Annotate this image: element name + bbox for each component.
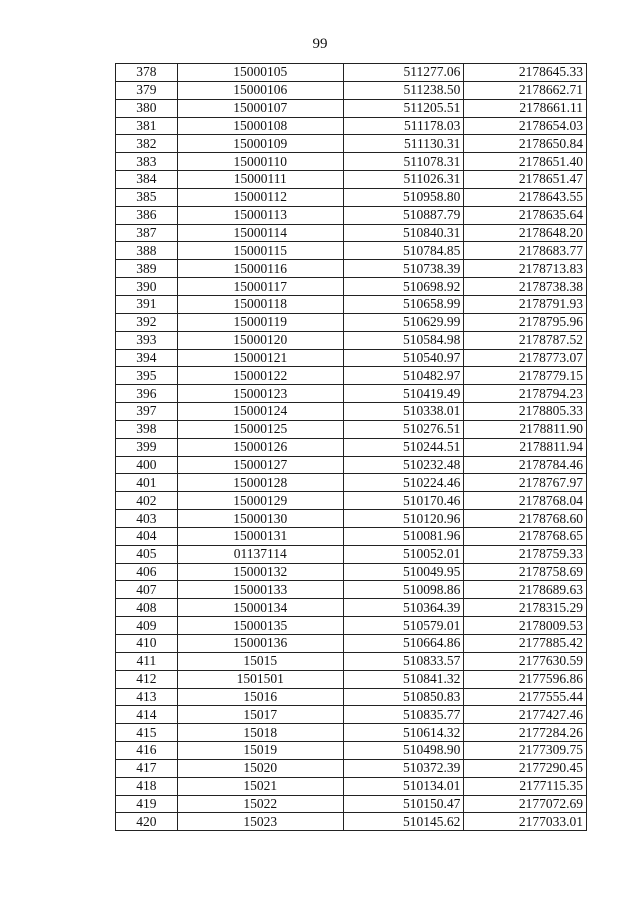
y-coordinate-cell: 2178315.29 [464,599,587,617]
x-coordinate-cell: 510224.46 [343,474,464,492]
x-coordinate-cell: 510698.92 [343,278,464,296]
table-row [116,188,587,206]
table-row [116,117,587,135]
point-id-cell: 15000126 [177,438,343,456]
table-row [116,224,587,242]
table-row [116,652,587,670]
row-number-cell: 379 [116,81,178,99]
x-coordinate-cell: 510850.83 [343,688,464,706]
x-coordinate-cell: 510145.62 [343,813,464,831]
x-coordinate-cell: 510276.51 [343,420,464,438]
row-number-cell: 378 [116,64,178,82]
x-coordinate-cell: 510372.39 [343,759,464,777]
table-row [116,135,587,153]
table-row [116,278,587,296]
x-coordinate-cell: 511130.31 [343,135,464,153]
y-coordinate-cell: 2177630.59 [464,652,587,670]
y-coordinate-cell: 2178643.55 [464,188,587,206]
x-coordinate-cell: 510120.96 [343,510,464,528]
point-id-cell: 15000120 [177,331,343,349]
x-coordinate-cell: 510052.01 [343,545,464,563]
row-number-cell: 393 [116,331,178,349]
point-id-cell: 15000123 [177,385,343,403]
point-id-cell: 15000130 [177,510,343,528]
point-id-cell: 15000124 [177,403,343,421]
table-row [116,313,587,331]
y-coordinate-cell: 2178795.96 [464,313,587,331]
x-coordinate-cell: 510498.90 [343,742,464,760]
row-number-cell: 386 [116,206,178,224]
row-number-cell: 385 [116,188,178,206]
row-number-cell: 410 [116,635,178,653]
row-number-cell: 403 [116,510,178,528]
x-coordinate-cell: 510841.32 [343,670,464,688]
point-id-cell: 1501501 [177,670,343,688]
x-coordinate-cell: 510835.77 [343,706,464,724]
row-number-cell: 405 [116,545,178,563]
x-coordinate-cell: 510482.97 [343,367,464,385]
row-number-cell: 399 [116,438,178,456]
point-id-cell: 15000107 [177,99,343,117]
row-number-cell: 389 [116,260,178,278]
point-id-cell: 15000116 [177,260,343,278]
y-coordinate-cell: 2178758.69 [464,563,587,581]
table-row [116,99,587,117]
table-row [116,206,587,224]
point-id-cell: 15023 [177,813,343,831]
y-coordinate-cell: 2178791.93 [464,295,587,313]
x-coordinate-cell: 510134.01 [343,777,464,795]
point-id-cell: 15000113 [177,206,343,224]
y-coordinate-cell: 2178650.84 [464,135,587,153]
row-number-cell: 382 [116,135,178,153]
y-coordinate-cell: 2178689.63 [464,581,587,599]
table-row [116,492,587,510]
point-id-cell: 15016 [177,688,343,706]
table-row [116,81,587,99]
table-row [116,670,587,688]
x-coordinate-cell: 510738.39 [343,260,464,278]
point-id-cell: 15000106 [177,81,343,99]
row-number-cell: 414 [116,706,178,724]
point-id-cell: 15000128 [177,474,343,492]
y-coordinate-cell: 2177033.01 [464,813,587,831]
y-coordinate-cell: 2178773.07 [464,349,587,367]
point-id-cell: 15000122 [177,367,343,385]
y-coordinate-cell: 2177555.44 [464,688,587,706]
table-row [116,349,587,367]
x-coordinate-cell: 510958.80 [343,188,464,206]
row-number-cell: 415 [116,724,178,742]
x-coordinate-cell: 510150.47 [343,795,464,813]
table-row [116,813,587,831]
y-coordinate-cell: 2178787.52 [464,331,587,349]
y-coordinate-cell: 2178794.23 [464,385,587,403]
table-row [116,367,587,385]
point-id-cell: 15021 [177,777,343,795]
coordinates-table [115,63,587,831]
y-coordinate-cell: 2177072.69 [464,795,587,813]
row-number-cell: 408 [116,599,178,617]
point-id-cell: 15000133 [177,581,343,599]
point-id-cell: 15019 [177,742,343,760]
row-number-cell: 387 [116,224,178,242]
x-coordinate-cell: 510784.85 [343,242,464,260]
row-number-cell: 411 [116,652,178,670]
point-id-cell: 15000131 [177,527,343,545]
x-coordinate-cell: 510364.39 [343,599,464,617]
y-coordinate-cell: 2178811.94 [464,438,587,456]
point-id-cell: 15000109 [177,135,343,153]
point-id-cell: 15000136 [177,635,343,653]
x-coordinate-cell: 510540.97 [343,349,464,367]
x-coordinate-cell: 510887.79 [343,206,464,224]
x-coordinate-cell: 510338.01 [343,403,464,421]
x-coordinate-cell: 510579.01 [343,617,464,635]
table-row [116,385,587,403]
x-coordinate-cell: 510244.51 [343,438,464,456]
table-row [116,795,587,813]
row-number-cell: 390 [116,278,178,296]
y-coordinate-cell: 2178768.65 [464,527,587,545]
table-row [116,724,587,742]
y-coordinate-cell: 2177115.35 [464,777,587,795]
x-coordinate-cell: 510081.96 [343,527,464,545]
x-coordinate-cell: 511205.51 [343,99,464,117]
x-coordinate-cell: 510419.49 [343,385,464,403]
table-row [116,403,587,421]
x-coordinate-cell: 510840.31 [343,224,464,242]
row-number-cell: 396 [116,385,178,403]
page-number: 99 [312,36,328,52]
x-coordinate-cell: 510614.32 [343,724,464,742]
row-number-cell: 400 [116,456,178,474]
table-row [116,563,587,581]
table-row [116,510,587,528]
row-number-cell: 392 [116,313,178,331]
point-id-cell: 15000105 [177,64,343,82]
y-coordinate-cell: 2178651.47 [464,171,587,189]
y-coordinate-cell: 2177309.75 [464,742,587,760]
point-id-cell: 15000110 [177,153,343,171]
table-row [116,777,587,795]
row-number-cell: 402 [116,492,178,510]
row-number-cell: 419 [116,795,178,813]
y-coordinate-cell: 2178768.04 [464,492,587,510]
y-coordinate-cell: 2177885.42 [464,635,587,653]
y-coordinate-cell: 2178683.77 [464,242,587,260]
row-number-cell: 397 [116,403,178,421]
row-number-cell: 394 [116,349,178,367]
row-number-cell: 404 [116,527,178,545]
point-id-cell: 15000115 [177,242,343,260]
table-row [116,474,587,492]
point-id-cell: 15000134 [177,599,343,617]
y-coordinate-cell: 2178651.40 [464,153,587,171]
point-id-cell: 15000119 [177,313,343,331]
y-coordinate-cell: 2177284.26 [464,724,587,742]
y-coordinate-cell: 2178784.46 [464,456,587,474]
x-coordinate-cell: 510232.48 [343,456,464,474]
x-coordinate-cell: 510658.99 [343,295,464,313]
x-coordinate-cell: 510833.57 [343,652,464,670]
y-coordinate-cell: 2177427.46 [464,706,587,724]
row-number-cell: 417 [116,759,178,777]
x-coordinate-cell: 511178.03 [343,117,464,135]
point-id-cell: 15000127 [177,456,343,474]
x-coordinate-cell: 510049.95 [343,563,464,581]
y-coordinate-cell: 2178009.53 [464,617,587,635]
table-row [116,242,587,260]
y-coordinate-cell: 2178759.33 [464,545,587,563]
point-id-cell: 15015 [177,652,343,670]
row-number-cell: 406 [116,563,178,581]
y-coordinate-cell: 2178648.20 [464,224,587,242]
table-row [116,153,587,171]
table-row [116,617,587,635]
x-coordinate-cell: 510170.46 [343,492,464,510]
table-row [116,635,587,653]
row-number-cell: 420 [116,813,178,831]
row-number-cell: 395 [116,367,178,385]
y-coordinate-cell: 2178811.90 [464,420,587,438]
row-number-cell: 388 [116,242,178,260]
table-row [116,64,587,82]
table-row [116,742,587,760]
x-coordinate-cell: 510629.99 [343,313,464,331]
x-coordinate-cell: 510664.86 [343,635,464,653]
table-row [116,545,587,563]
y-coordinate-cell: 2177596.86 [464,670,587,688]
point-id-cell: 15000129 [177,492,343,510]
table-row [116,295,587,313]
point-id-cell: 15000114 [177,224,343,242]
y-coordinate-cell: 2178767.97 [464,474,587,492]
table-row [116,599,587,617]
y-coordinate-cell: 2178654.03 [464,117,587,135]
y-coordinate-cell: 2178645.33 [464,64,587,82]
table-row [116,331,587,349]
point-id-cell: 15000108 [177,117,343,135]
point-id-cell: 15017 [177,706,343,724]
x-coordinate-cell: 511238.50 [343,81,464,99]
table-row [116,527,587,545]
y-coordinate-cell: 2178635.64 [464,206,587,224]
x-coordinate-cell: 510584.98 [343,331,464,349]
row-number-cell: 380 [116,99,178,117]
x-coordinate-cell: 511026.31 [343,171,464,189]
table-row [116,260,587,278]
point-id-cell: 01137114 [177,545,343,563]
y-coordinate-cell: 2178661.11 [464,99,587,117]
table-row [116,759,587,777]
y-coordinate-cell: 2178738.38 [464,278,587,296]
y-coordinate-cell: 2178662.71 [464,81,587,99]
point-id-cell: 15000121 [177,349,343,367]
table-row [116,456,587,474]
table-row [116,581,587,599]
row-number-cell: 391 [116,295,178,313]
point-id-cell: 15000117 [177,278,343,296]
row-number-cell: 418 [116,777,178,795]
y-coordinate-cell: 2177290.45 [464,759,587,777]
x-coordinate-cell: 510098.86 [343,581,464,599]
point-id-cell: 15000132 [177,563,343,581]
row-number-cell: 383 [116,153,178,171]
row-number-cell: 407 [116,581,178,599]
row-number-cell: 409 [116,617,178,635]
point-id-cell: 15022 [177,795,343,813]
point-id-cell: 15000111 [177,171,343,189]
table-row [116,438,587,456]
point-id-cell: 15018 [177,724,343,742]
row-number-cell: 398 [116,420,178,438]
table-body [116,64,587,831]
row-number-cell: 416 [116,742,178,760]
y-coordinate-cell: 2178713.83 [464,260,587,278]
table-row [116,706,587,724]
point-id-cell: 15020 [177,759,343,777]
y-coordinate-cell: 2178768.60 [464,510,587,528]
row-number-cell: 384 [116,171,178,189]
x-coordinate-cell: 511078.31 [343,153,464,171]
y-coordinate-cell: 2178805.33 [464,403,587,421]
point-id-cell: 15000118 [177,295,343,313]
point-id-cell: 15000112 [177,188,343,206]
row-number-cell: 381 [116,117,178,135]
x-coordinate-cell: 511277.06 [343,64,464,82]
table-row [116,420,587,438]
y-coordinate-cell: 2178779.15 [464,367,587,385]
table-row [116,688,587,706]
row-number-cell: 413 [116,688,178,706]
table-row [116,171,587,189]
point-id-cell: 15000125 [177,420,343,438]
row-number-cell: 412 [116,670,178,688]
row-number-cell: 401 [116,474,178,492]
point-id-cell: 15000135 [177,617,343,635]
